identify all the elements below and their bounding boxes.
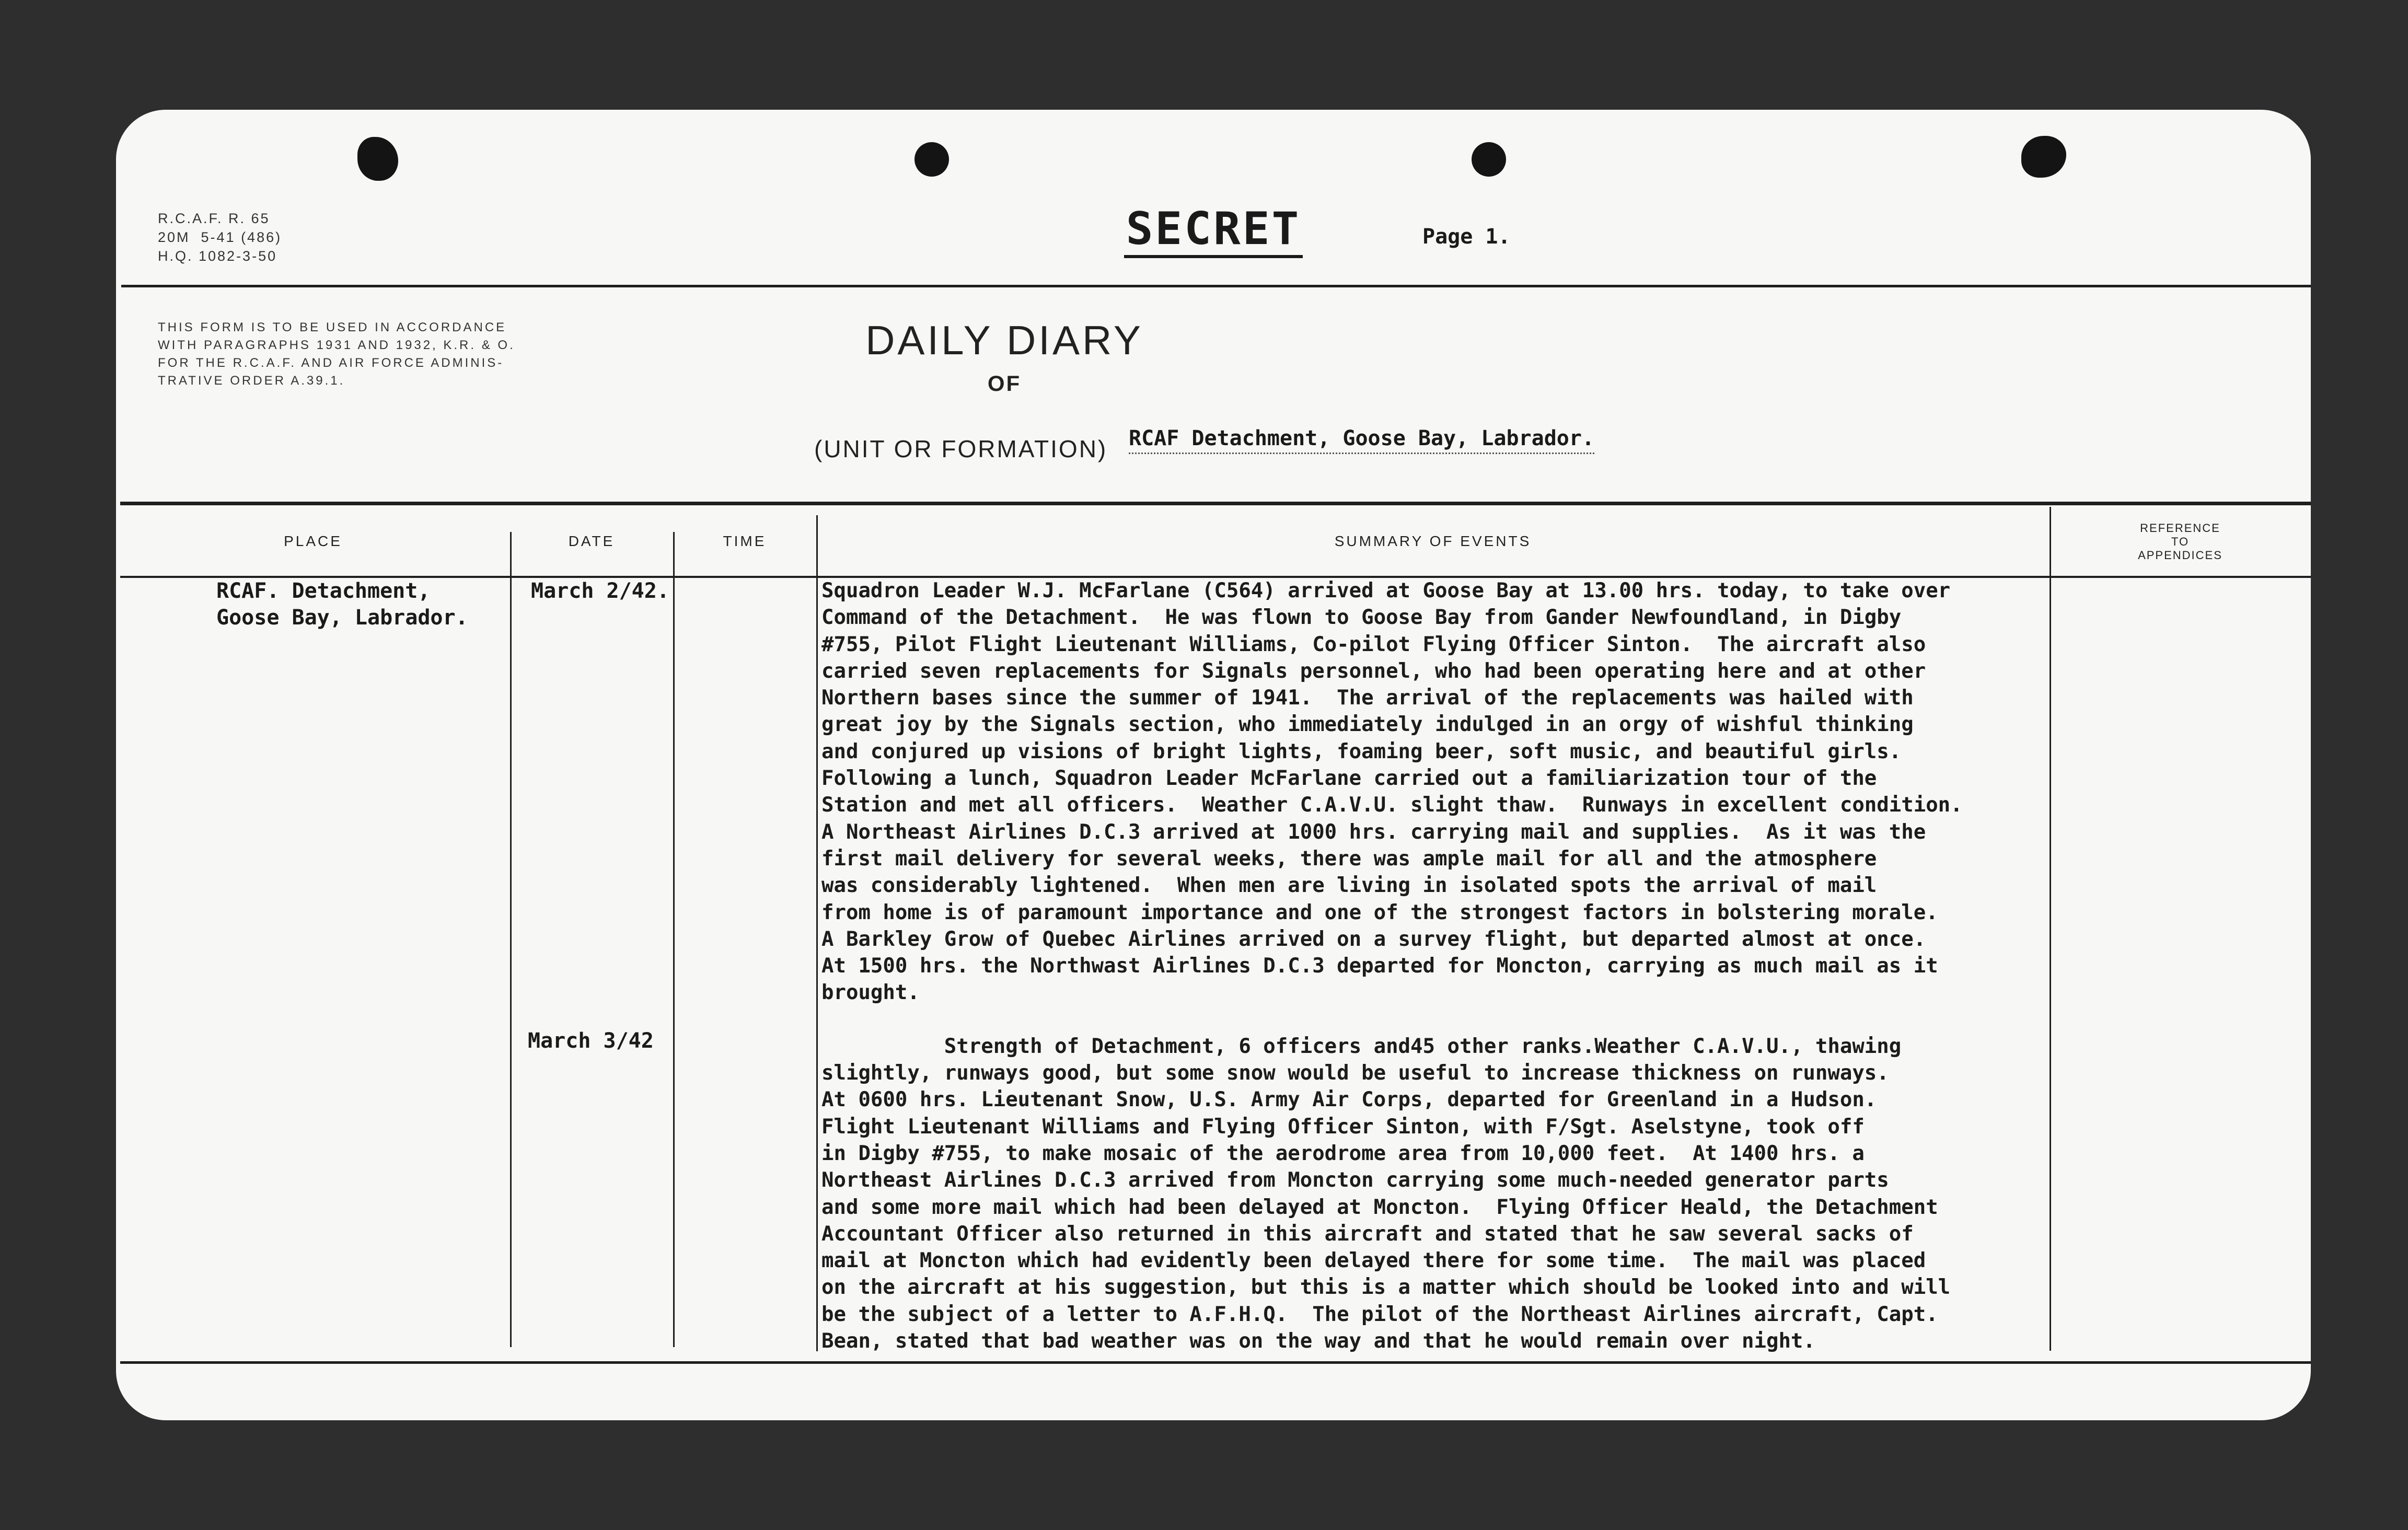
column-divider-date xyxy=(673,532,675,1347)
entry-date-1: March 2/42. xyxy=(531,579,669,603)
column-header-time: TIME xyxy=(723,533,767,549)
unit-label: (UNIT OR FORMATION) xyxy=(814,435,1108,462)
classification-text: SECRET xyxy=(1124,203,1303,258)
summary-line: first mail delivery for several weeks, there was ample mail for all and the atmosphere xyxy=(821,847,1877,871)
summary-line: mail at Moncton which had evidently been delayed there for some time. The mail was placed xyxy=(821,1249,1926,1273)
summary-line: Accountant Officer also returned in this aircraft and stated that he saw several sacks of xyxy=(821,1222,1914,1246)
table-bottom-rule xyxy=(120,1361,2311,1364)
form-title-of: OF xyxy=(987,371,1022,396)
summary-line: slightly, runways good, but some snow would be useful to increase thickness on runways. xyxy=(821,1061,1889,1085)
entry-summary-1 xyxy=(821,577,2159,1006)
summary-line: brought. xyxy=(821,981,920,1005)
summary-line: and some more mail which had been delayed at Moncton. Flying Officer Heald, the Detachment xyxy=(821,1195,1938,1219)
column-header-place: PLACE xyxy=(284,533,342,549)
summary-line: be the subject of a letter to A.F.H.Q. The pilot of the Northeast Airlines aircraft, Capt. xyxy=(821,1302,1938,1326)
table-top-rule xyxy=(120,502,2311,505)
summary-line: Flight Lieutenant Williams and Flying Officer Sinton, with F/Sgt. Aselstyne, took off xyxy=(821,1115,1865,1139)
entry-date-2: March 3/42 xyxy=(528,1029,654,1053)
summary-line: Strength of Detachment, 6 officers and45 other ranks.Weather C.A.V.U., thawing xyxy=(821,1034,1902,1058)
binder-hole-4 xyxy=(2021,136,2066,178)
summary-line: #755, Pilot Flight Lieutenant Williams, Co-pilot Flying Officer Sinton. The aircraft also xyxy=(821,632,1926,656)
column-divider-place xyxy=(510,532,512,1347)
summary-line: Squadron Leader W.J. McFarlane (C564) arrived at Goose Bay at 13.00 hrs. today, to take over xyxy=(821,579,1951,602)
column-header-date: DATE xyxy=(568,533,615,549)
entry-spacer xyxy=(821,1006,2159,1033)
unit-value: RCAF Detachment, Goose Bay, Labrador. xyxy=(1129,426,1594,454)
binder-hole-1 xyxy=(357,137,398,181)
page-number: Page 1. xyxy=(1422,225,1511,249)
summary-line: Northeast Airlines D.C.3 arrived from Moncton carrying some much-needed generator parts xyxy=(821,1168,1889,1192)
summary-line: in Digby #755, to make mosaic of the aerodrome area from 10,000 feet. At 1400 hrs. a xyxy=(821,1141,1865,1165)
form-usage-note: THIS FORM IS TO BE USED IN ACCORDANCE WITH PARAGRAPHS 1931 AND 1932, K.R. & O. FOR THE R.C.A.F. AND AIR FORCE ADMINIS- TRATIVE ORDER A.39.1. xyxy=(158,320,515,388)
binder-hole-3 xyxy=(1472,142,1506,177)
column-divider-time xyxy=(816,515,818,1351)
summary-line: A Northeast Airlines D.C.3 arrived at 1000 hrs. carrying mail and supplies. As it was the xyxy=(821,820,1926,844)
summary-line: A Barkley Grow of Quebec Airlines arrived on a survey flight, but departed almost at once. xyxy=(821,927,1926,951)
summary-line: Bean, stated that bad weather was on the way and that he would remain over night. xyxy=(821,1329,1815,1353)
place-line-1: RCAF. Detachment, xyxy=(216,579,431,603)
summary-line: Following a lunch, Squadron Leader McFarlane carried out a familiarization tour of the xyxy=(821,767,1877,791)
column-header-reference: REFERENCE TO APPENDICES xyxy=(2138,521,2222,562)
diary-form-card xyxy=(116,110,2311,1420)
classification-stamp xyxy=(116,203,2311,255)
summary-line: and conjured up visions of bright lights, foaming beer, soft music, and beautiful girls. xyxy=(821,739,1902,763)
summary-line: from home is of paramount importance and one of the strongest factors in bolstering morale. xyxy=(821,900,1938,924)
place-line-2: Goose Bay, Labrador. xyxy=(216,606,468,630)
summary-line: carried seven replacements for Signals personnel, who had been operating here and at other xyxy=(821,659,1926,683)
summary-line: great joy by the Signals section, who immediately indulged in an orgy of wishful thinking xyxy=(821,713,1914,737)
summary-of-events xyxy=(821,577,2159,1354)
summary-line: At 0600 hrs. Lieutenant Snow, U.S. Army Air Corps, departed for Greenland in a Hudson. xyxy=(821,1088,1877,1112)
entry-summary-2 xyxy=(821,1033,2159,1355)
column-header-summary: SUMMARY OF EVENTS xyxy=(1334,533,1532,549)
header-divider xyxy=(121,285,2311,287)
summary-line: was considerably lightened. When men are living in isolated spots the arrival of mail xyxy=(821,874,1877,898)
form-title: DAILY DIARY xyxy=(865,317,1143,363)
summary-line: Northern bases since the summer of 1941. The arrival of the replacements was hailed with xyxy=(821,686,1914,710)
summary-line: At 1500 hrs. the Northwast Airlines D.C.3 departed for Moncton, carrying as much mail as it xyxy=(821,954,1938,978)
binder-hole-2 xyxy=(914,142,949,177)
summary-line: on the aircraft at his suggestion, but this is a matter which should be looked into and will xyxy=(821,1276,1951,1300)
summary-line: Command of the Detachment. He was flown to Goose Bay from Gander Newfoundland, in Digby xyxy=(821,606,1902,630)
form-code: R.C.A.F. R. 65 20M 5-41 (486) H.Q. 1082-3-50 xyxy=(158,211,282,264)
summary-line: Station and met all officers. Weather C.A.V.U. slight thaw. Runways in excellent condition. xyxy=(821,793,1963,817)
